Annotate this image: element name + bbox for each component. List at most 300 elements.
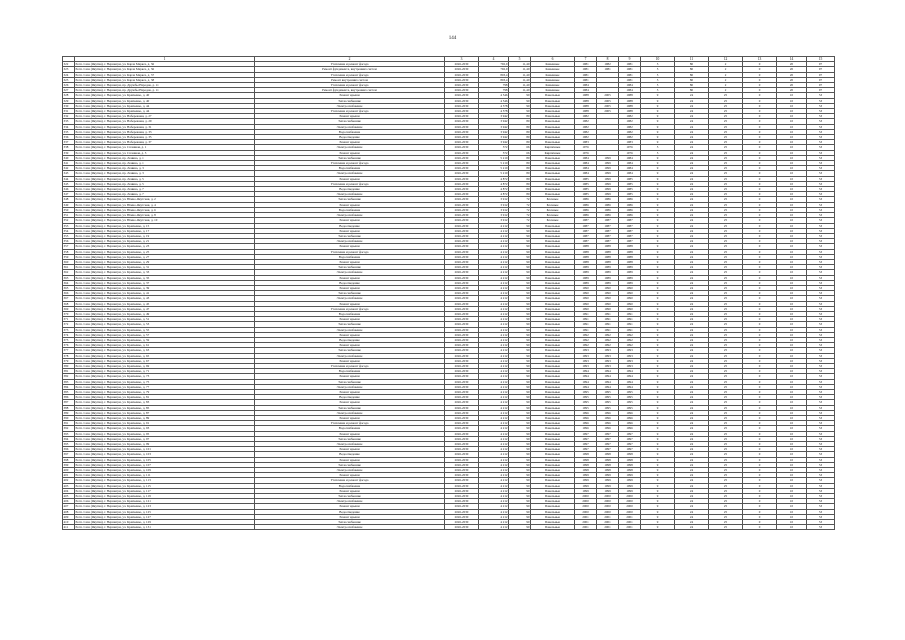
table-cell: 9 [641, 166, 675, 171]
table-cell: Ремонт крыши [255, 259, 445, 264]
table-cell: 0 [743, 395, 777, 400]
table-cell: Респ. Саха (Якутия), г. Нерюнгри, ул. Кравченко, д. 29 [75, 259, 255, 264]
table-cell: 1996 [597, 426, 619, 431]
table-cell: 1998 [619, 452, 641, 457]
table-cell: 1989 [619, 275, 641, 280]
table-cell: Ремонт крыши [255, 332, 445, 337]
table-cell: 2026-2030 [445, 275, 479, 280]
table-cell: 0 [743, 197, 777, 202]
table-cell: Панельные [531, 426, 575, 431]
table-cell: 90 [509, 93, 531, 98]
table-cell: Респ. Саха (Якутия), г. Нерюнгри, ул. Кравченко, д. 47 [75, 306, 255, 311]
table-cell: 53 [807, 421, 835, 426]
table-cell: 9 [641, 93, 675, 98]
table-cell: 53 [807, 291, 835, 296]
table-cell: Утепление и ремонт фасада [255, 181, 445, 186]
table-cell: 10 [777, 504, 807, 509]
table-cell: 4 212 [479, 525, 509, 530]
table-cell: 24 [675, 155, 709, 160]
table-cell: Панельные [531, 187, 575, 192]
table-cell: 9 [641, 119, 675, 124]
table-cell: 90 [509, 436, 531, 441]
table-cell: 90 [509, 384, 531, 389]
table-cell: 374 [63, 332, 75, 337]
table-cell: 5 210 [479, 171, 509, 176]
table-cell: 2026-2030 [445, 166, 479, 171]
table-cell: 409 [63, 514, 75, 519]
table-cell: 1999 [597, 166, 619, 171]
table-cell: 25 [709, 426, 743, 431]
table-cell: Респ. Саха (Якутия), г. Нерюнгри, ул. Южно-Якутская, д. 2 [75, 197, 255, 202]
table-cell: 322 [63, 62, 75, 67]
table-cell: 2026-2030 [445, 207, 479, 212]
table-cell: 2026-2030 [445, 520, 479, 525]
table-cell: 25 [709, 468, 743, 473]
table-cell: 24 [675, 166, 709, 171]
table-cell: 2026-2030 [445, 192, 479, 197]
table-cell: 53 [807, 332, 835, 337]
table-cell: 80 [675, 67, 709, 72]
table-cell: Респ. Саха (Якутия), г. Нерюнгри, ул. Кравченко, д. 59 [75, 337, 255, 342]
table-cell: Респ. Саха (Якутия), г. Нерюнгри, пр. Дружбы Народов, д. 11 [75, 88, 255, 93]
table-cell: 25 [709, 197, 743, 202]
table-cell: 1999 [597, 176, 619, 181]
table-cell: 4 212 [479, 436, 509, 441]
table-cell: Респ. Саха (Якутия), г. Нерюнгри, ул. Кравченко, д. 91 [75, 421, 255, 426]
table-cell: 90 [509, 442, 531, 447]
table-cell: 0 [743, 525, 777, 530]
table-cell: 2026-2030 [445, 369, 479, 374]
table-cell: 53 [807, 218, 835, 223]
table-cell: 80 [509, 124, 531, 129]
table-cell: 11,40 [509, 88, 531, 93]
table-cell: 1984 [619, 161, 641, 166]
table-cell: 338 [63, 145, 75, 150]
table-cell: 386 [63, 395, 75, 400]
table-cell: Респ. Саха (Якутия), г. Нерюнгри, ул. Южно-Якутская, д. 10 [75, 218, 255, 223]
table-cell: 2026-2030 [445, 426, 479, 431]
table-cell: 80 [509, 140, 531, 145]
table-cell: 5 [641, 88, 675, 93]
table-cell: 0 [743, 317, 777, 322]
table-cell: 25 [709, 114, 743, 119]
table-cell: 387 [63, 400, 75, 405]
table-cell: 53 [807, 213, 835, 218]
table-cell: 2026-2030 [445, 270, 479, 275]
table-cell: 9 [641, 504, 675, 509]
table-cell: 1984 [619, 88, 641, 93]
table-cell: 369 [63, 306, 75, 311]
table-cell: 1994 [575, 374, 597, 379]
table-cell: 53 [807, 322, 835, 327]
table-cell: 3 942 [479, 140, 509, 145]
table-cell: 803,4 [479, 77, 509, 82]
table-cell: 90 [509, 306, 531, 311]
table-cell: 2001 [619, 520, 641, 525]
table-cell: 24 [675, 447, 709, 452]
table-cell: 90 [509, 228, 531, 233]
table-cell: 1989 [619, 280, 641, 285]
table-cell: Респ. Саха (Якутия), г. Нерюнгри, ул. Кравченко, д. 81 [75, 395, 255, 400]
table-cell: 0 [743, 358, 777, 363]
table-cell: Панельные [531, 374, 575, 379]
table-cell: 0 [743, 488, 777, 493]
table-cell: 2026-2030 [445, 239, 479, 244]
table-cell: 9 [641, 400, 675, 405]
table-cell: 2026-2030 [445, 473, 479, 478]
table-cell: 25 [709, 478, 743, 483]
table-cell: Каменные [531, 88, 575, 93]
table-cell: 1999 [597, 192, 619, 197]
table-cell: 90 [509, 473, 531, 478]
table-cell: 53 [807, 140, 835, 145]
table-cell: 24 [675, 249, 709, 254]
table-cell: 20 [777, 83, 807, 88]
table-cell: Панельные [531, 473, 575, 478]
table-cell: Панельные [531, 306, 575, 311]
table-cell: 1996 [575, 416, 597, 421]
table-cell: 4 212 [479, 285, 509, 290]
table-cell: 53 [807, 431, 835, 436]
table-cell: Блочные [531, 207, 575, 212]
table-cell: 1987 [575, 228, 597, 233]
table-cell: Респ. Саха (Якутия), г. Нерюнгри, ул. Кравченко, д. 109 [75, 468, 255, 473]
table-cell: 90 [509, 233, 531, 238]
table-cell: Электроснабжение [255, 239, 445, 244]
table-cell: 0 [743, 374, 777, 379]
table-cell: 25 [709, 504, 743, 509]
table-cell: 329 [63, 98, 75, 103]
table-cell: 377 [63, 348, 75, 353]
table-cell: 24 [675, 431, 709, 436]
table-cell: 0 [743, 192, 777, 197]
table-cell: 9 [641, 228, 675, 233]
table-cell: 97 [807, 83, 835, 88]
table-cell: 1982 [575, 114, 597, 119]
table-cell: 1988 [597, 254, 619, 259]
table-cell: 9 [641, 405, 675, 410]
table-cell: 2026-2030 [445, 405, 479, 410]
table-cell: 1988 [575, 98, 597, 103]
table-cell: Панельные [531, 228, 575, 233]
table-cell: 10 [777, 468, 807, 473]
table-cell: 3 942 [479, 135, 509, 140]
table-cell: 10 [777, 442, 807, 447]
table-cell: 90 [509, 390, 531, 395]
table-cell: 407 [63, 504, 75, 509]
table-cell: 24 [675, 187, 709, 192]
table-cell: 1997 [575, 431, 597, 436]
table-cell: 1981 [575, 77, 597, 82]
table-cell: 24 [675, 317, 709, 322]
table-cell: 53 [807, 520, 835, 525]
table-cell: 10 [777, 119, 807, 124]
table-cell: 24 [675, 207, 709, 212]
table-cell: 5 [641, 67, 675, 72]
table-cell: 4 212 [479, 280, 509, 285]
table-cell: 9 [641, 187, 675, 192]
table-cell: 367 [63, 296, 75, 301]
column-number: 15 [807, 57, 835, 62]
table-cell: 24 [675, 390, 709, 395]
table-cell: 24 [675, 436, 709, 441]
table-cell: Панельные [531, 301, 575, 306]
table-cell: 80 [509, 192, 531, 197]
table-cell: 0 [743, 103, 777, 108]
table-cell: 53 [807, 436, 835, 441]
table-cell: Панельные [531, 192, 575, 197]
table-cell: 1985 [619, 176, 641, 181]
table-cell: 9 [641, 124, 675, 129]
table-cell: Респ. Саха (Якутия), г. Нерюнгри, ул. Кравченко, д. 49 [75, 311, 255, 316]
table-cell: 1981 [575, 72, 597, 77]
table-cell: 10 [777, 93, 807, 98]
table-cell: Ремонт крыши [255, 457, 445, 462]
table-cell: 1981 [619, 62, 641, 67]
table-cell: 72 [509, 207, 531, 212]
table-cell: 4 546 [479, 98, 509, 103]
table-cell: 4 212 [479, 291, 509, 296]
table-cell: Теплоснабжение [255, 155, 445, 160]
table-cell: 4 212 [479, 369, 509, 374]
table-cell: 1993 [597, 353, 619, 358]
table-cell: 0 [743, 135, 777, 140]
table-cell: 24 [675, 145, 709, 150]
table-cell: 4 212 [479, 259, 509, 264]
table-cell: 1984 [575, 83, 597, 88]
table-cell: 346 [63, 187, 75, 192]
table-cell: 25 [709, 187, 743, 192]
table-cell: Респ. Саха (Якутия), г. Нерюнгри, ул. Набережная, д. 37 [75, 140, 255, 145]
table-cell: Ремонт крыши [255, 343, 445, 348]
table-cell: 11,40 [509, 77, 531, 82]
table-cell: 10 [777, 207, 807, 212]
table-cell: 1981 [575, 67, 597, 72]
table-cell: 1984 [619, 171, 641, 176]
table-cell: 4 212 [479, 363, 509, 368]
table-cell: Панельные [531, 499, 575, 504]
table-cell: 53 [807, 285, 835, 290]
table-cell: 1987 [597, 223, 619, 228]
table-cell: 324 [63, 72, 75, 77]
table-cell: 0 [743, 93, 777, 98]
table-cell: 25 [709, 499, 743, 504]
table-cell: 53 [807, 405, 835, 410]
table-cell: 9 [641, 311, 675, 316]
table-cell: 90 [509, 379, 531, 384]
table-cell: 25 [709, 171, 743, 176]
table-cell: Электроснабжение [255, 525, 445, 530]
table-cell: 10 [777, 239, 807, 244]
table-cell: Ремонт крыши [255, 317, 445, 322]
table-cell: 10 [777, 473, 807, 478]
table-cell: 90 [509, 332, 531, 337]
table-cell: 0 [743, 244, 777, 249]
table-cell: 5 [641, 77, 675, 82]
table-cell: 10 [777, 431, 807, 436]
table-cell: 1992 [619, 337, 641, 342]
table-cell: 1997 [597, 436, 619, 441]
table-cell: 336 [63, 135, 75, 140]
table-cell: 411 [63, 525, 75, 530]
table-cell: 0 [743, 348, 777, 353]
table-cell: 0 [743, 109, 777, 114]
table-cell: 1988 [619, 244, 641, 249]
table-cell: Панельные [531, 468, 575, 473]
table-cell: 66 [509, 145, 531, 150]
table-cell: 53 [807, 270, 835, 275]
table-cell: Ремонт крыши [255, 114, 445, 119]
table-cell: 2026-2030 [445, 374, 479, 379]
table-cell: 1992 [575, 337, 597, 342]
table-cell: 2026-2030 [445, 343, 479, 348]
table-cell: 2026-2030 [445, 291, 479, 296]
table-cell: 0 [743, 421, 777, 426]
table-cell: 4 872 [479, 187, 509, 192]
table-cell: 3 912 [479, 218, 509, 223]
table-cell: 10 [777, 202, 807, 207]
table-cell: 90 [509, 416, 531, 421]
table-cell: 1994 [575, 369, 597, 374]
table-cell: 4 212 [479, 478, 509, 483]
table-cell: 1990 [597, 296, 619, 301]
table-cell: Респ. Саха (Якутия), г. Нерюнгри, ул. Кравченко, д. 115 [75, 483, 255, 488]
table-cell: 25 [709, 135, 743, 140]
table-cell: 9 [641, 499, 675, 504]
table-cell: 4 212 [479, 421, 509, 426]
table-cell: 1997 [575, 442, 597, 447]
table-cell: 803,4 [479, 72, 509, 77]
table-cell: 25 [709, 150, 743, 155]
table-cell: 53 [807, 233, 835, 238]
table-cell: Панельные [531, 124, 575, 129]
table-cell: 2026-2030 [445, 311, 479, 316]
table-cell: 97 [807, 62, 835, 67]
table-cell: 2026-2030 [445, 129, 479, 134]
table-cell: 0 [743, 405, 777, 410]
table-cell: Панельные [531, 259, 575, 264]
table-cell: 20 [777, 72, 807, 77]
table-cell: 53 [807, 93, 835, 98]
table-cell: 90 [509, 311, 531, 316]
table-cell: 24 [675, 504, 709, 509]
table-cell: 10 [777, 478, 807, 483]
table-body [63, 57, 835, 530]
table-cell: 10 [777, 369, 807, 374]
table-cell: 357 [63, 244, 75, 249]
table-cell: 1992 [597, 332, 619, 337]
table-cell: 25 [709, 379, 743, 384]
table-cell: Респ. Саха (Якутия), г. Нерюнгри, ул. Кравченко, д. 25 [75, 249, 255, 254]
table-cell: 24 [675, 384, 709, 389]
table-cell: 2005 [597, 109, 619, 114]
table-cell: 2026-2030 [445, 421, 479, 426]
table-cell: 0 [743, 431, 777, 436]
table-cell: 4 212 [479, 228, 509, 233]
table-cell: 9 [641, 436, 675, 441]
table-cell: 24 [675, 525, 709, 530]
table-cell: 20 [777, 67, 807, 72]
table-cell: 9 [641, 114, 675, 119]
table-cell: 5 [641, 83, 675, 88]
table-cell: 4 578 [479, 103, 509, 108]
table-cell: 9 [641, 452, 675, 457]
table-cell: 356 [63, 239, 75, 244]
table-cell: Респ. Саха (Якутия), г. Нерюнгри, пр. Ленина, д. 7 [75, 187, 255, 192]
table-cell: Респ. Саха (Якутия), г. Нерюнгри, пр. Ленина, д. 5 [75, 181, 255, 186]
table-cell: 2026-2030 [445, 218, 479, 223]
table-cell: 24 [675, 426, 709, 431]
table-cell: 53 [807, 259, 835, 264]
table-cell: 25 [709, 93, 743, 98]
table-cell: 1982 [619, 129, 641, 134]
table-cell: 24 [675, 462, 709, 467]
table-cell: 2026-2030 [445, 103, 479, 108]
table-cell: 10 [777, 379, 807, 384]
table-cell: 2001 [575, 525, 597, 530]
table-cell: 0 [743, 249, 777, 254]
table-cell: 53 [807, 109, 835, 114]
table-cell: Панельные [531, 384, 575, 389]
table-cell: 10 [777, 161, 807, 166]
table-cell: 0 [743, 171, 777, 176]
table-cell: Респ. Саха (Якутия), г. Нерюнгри, ул. Сплавная, д. 1 [75, 145, 255, 150]
table-cell: 1996 [575, 421, 597, 426]
table-cell: 0 [743, 140, 777, 145]
table-cell: 53 [807, 390, 835, 395]
table-cell: 1983 [619, 140, 641, 145]
table-cell: 1988 [575, 103, 597, 108]
table-cell: 1991 [575, 322, 597, 327]
table-cell: Панельные [531, 379, 575, 384]
table-cell: Панельные [531, 509, 575, 514]
table-cell: 1989 [575, 265, 597, 270]
table-cell: 53 [807, 145, 835, 150]
table-cell: 1990 [597, 306, 619, 311]
table-cell: 24 [675, 270, 709, 275]
table-cell: 4 212 [479, 301, 509, 306]
table-cell: 53 [807, 265, 835, 270]
table-cell: 1989 [597, 270, 619, 275]
table-cell: 1987 [619, 218, 641, 223]
table-cell: 2026-2030 [445, 223, 479, 228]
table-cell: 90 [509, 285, 531, 290]
table-cell: 1993 [597, 358, 619, 363]
table-cell: 25 [709, 358, 743, 363]
table-cell: 1999 [597, 483, 619, 488]
table-cell: 24 [675, 285, 709, 290]
table-cell: Электроснабжение [255, 442, 445, 447]
table-cell: 408 [63, 509, 75, 514]
table-cell: Электроснабжение [255, 468, 445, 473]
table-cell: 24 [675, 265, 709, 270]
table-cell: 53 [807, 306, 835, 311]
table-cell: 4 212 [479, 462, 509, 467]
table-cell: Водоснабжение [255, 426, 445, 431]
table-cell: 331 [63, 109, 75, 114]
table-cell: 9 [641, 197, 675, 202]
table-cell: Респ. Саха (Якутия), г. Нерюнгри, ул. Кравченко, д. 93 [75, 426, 255, 431]
table-cell: 4 212 [479, 322, 509, 327]
table-cell: 9 [641, 306, 675, 311]
table-cell: Панельные [531, 462, 575, 467]
table-cell: 3 942 [479, 114, 509, 119]
table-cell: Водоотведение [255, 223, 445, 228]
table-cell: Панельные [531, 285, 575, 290]
table-cell: 80 [509, 166, 531, 171]
table-cell: 0 [743, 233, 777, 238]
table-cell: 53 [807, 483, 835, 488]
